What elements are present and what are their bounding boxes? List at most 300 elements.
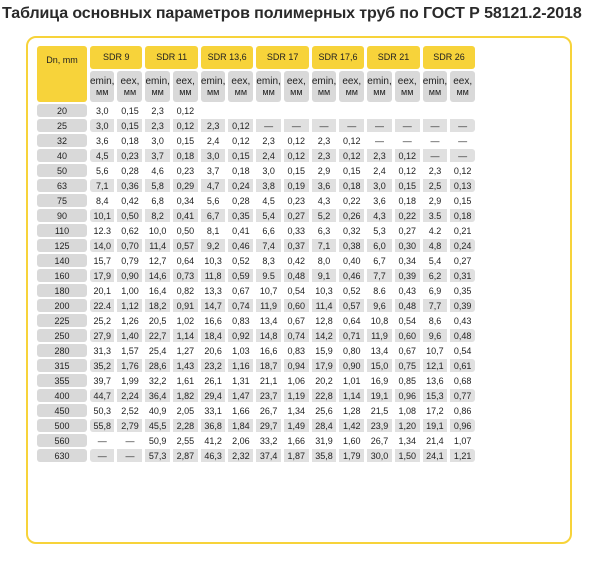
value-cell: 0,18 bbox=[398, 195, 416, 206]
value-cell: 2,05 bbox=[176, 405, 195, 416]
value-cell: 13,4 bbox=[370, 345, 389, 356]
value-cell: 0,30 bbox=[395, 239, 420, 252]
dn-cell: 280 bbox=[37, 344, 87, 357]
value-cell: — bbox=[458, 135, 468, 146]
value-cell: 0,74 bbox=[284, 329, 309, 342]
value-cell: 0,12 bbox=[228, 119, 253, 132]
table-row bbox=[37, 239, 475, 252]
unit-label: мм bbox=[317, 86, 331, 97]
value-cell: 0,48 bbox=[395, 299, 420, 312]
header-emin bbox=[256, 71, 280, 102]
value-cell: 10,8 bbox=[370, 315, 389, 326]
value-cell: 1,26 bbox=[121, 315, 139, 326]
dn-cell: 355 bbox=[37, 374, 87, 387]
table-row bbox=[37, 389, 475, 402]
value-cell: 0,39 bbox=[395, 269, 420, 282]
value-cell: 5,8 bbox=[145, 179, 169, 192]
value-cell: 8,3 bbox=[262, 255, 275, 266]
value-cell: 0,60 bbox=[284, 299, 309, 312]
value-cell: 0,94 bbox=[284, 359, 309, 372]
dn-cell: 160 bbox=[37, 269, 87, 282]
value-cell: 0,28 bbox=[232, 195, 250, 206]
unit-label: мм bbox=[428, 86, 442, 97]
value-cell: 10,1 bbox=[90, 209, 114, 222]
value-cell: 5,6 bbox=[95, 165, 109, 176]
value-cell: — bbox=[367, 119, 391, 132]
value-cell: 19,1 bbox=[367, 389, 391, 402]
eex-label: eex, bbox=[120, 75, 140, 87]
value-cell: 13,4 bbox=[259, 315, 278, 326]
value-cell: — bbox=[256, 119, 280, 132]
value-cell: 5,3 bbox=[373, 225, 386, 236]
value-cell: 3,0 bbox=[262, 165, 275, 176]
value-cell: 2,24 bbox=[117, 389, 142, 402]
value-cell: 0,29 bbox=[173, 179, 198, 192]
value-cell: 10,7 bbox=[426, 345, 444, 356]
value-cell: 0,46 bbox=[228, 239, 253, 252]
value-cell: 7,7 bbox=[423, 299, 447, 312]
value-cell: 1,82 bbox=[173, 389, 198, 402]
value-cell: 1,40 bbox=[117, 329, 142, 342]
value-cell: 8,4 bbox=[95, 195, 109, 206]
value-cell: 11,8 bbox=[201, 269, 225, 282]
value-cell: 0,23 bbox=[287, 195, 306, 206]
value-cell: 21,5 bbox=[370, 405, 389, 416]
value-cell: 13,6 bbox=[426, 375, 444, 386]
value-cell: 1,14 bbox=[339, 389, 364, 402]
value-cell: 0,15 bbox=[453, 195, 472, 206]
value-cell: 0,43 bbox=[398, 285, 416, 296]
value-cell: 0,15 bbox=[343, 165, 361, 176]
value-cell: 1,76 bbox=[117, 359, 142, 372]
value-cell: 12,8 bbox=[315, 315, 333, 326]
header-sdr-17: SDR 17 bbox=[256, 46, 308, 69]
value-cell: 3,0 bbox=[151, 135, 164, 146]
value-cell: 2,32 bbox=[228, 449, 253, 462]
value-cell: 0,64 bbox=[343, 315, 361, 326]
value-cell: 0,50 bbox=[117, 209, 142, 222]
value-cell: 2,06 bbox=[232, 435, 250, 446]
value-cell: 6,7 bbox=[201, 209, 225, 222]
value-cell: 0,15 bbox=[121, 105, 139, 116]
header-eex bbox=[395, 71, 420, 102]
value-cell: 1,43 bbox=[173, 359, 198, 372]
value-cell: 17,9 bbox=[90, 269, 114, 282]
header-eex bbox=[173, 71, 198, 102]
value-cell bbox=[201, 104, 225, 117]
value-cell: 46,3 bbox=[201, 449, 225, 462]
value-cell: 2,4 bbox=[256, 149, 280, 162]
value-cell: 1,19 bbox=[284, 389, 309, 402]
table-row bbox=[37, 344, 475, 357]
value-cell: 0,15 bbox=[228, 149, 253, 162]
value-cell: 9,1 bbox=[312, 269, 336, 282]
value-cell: 31,3 bbox=[93, 345, 111, 356]
table-row bbox=[37, 269, 475, 282]
value-cell: 4.2 bbox=[428, 225, 442, 236]
header-sdr-11: SDR 11 bbox=[145, 46, 197, 69]
value-cell: 15,0 bbox=[367, 359, 391, 372]
value-cell: 0,34 bbox=[176, 195, 195, 206]
value-cell bbox=[312, 104, 336, 117]
value-cell: 12,7 bbox=[148, 255, 167, 266]
value-cell: 12.3 bbox=[93, 225, 111, 236]
value-cell: 14,7 bbox=[201, 299, 225, 312]
unit-label: мм bbox=[96, 86, 109, 97]
table-row bbox=[37, 149, 475, 162]
value-cell: 2,79 bbox=[117, 419, 142, 432]
value-cell: 20,6 bbox=[204, 345, 222, 356]
value-cell: 0,12 bbox=[176, 105, 195, 116]
unit-label: мм bbox=[262, 86, 275, 97]
value-cell: 4,7 bbox=[201, 179, 225, 192]
unit-label: мм bbox=[345, 86, 358, 97]
value-cell: 0,13 bbox=[450, 179, 475, 192]
value-cell: — bbox=[402, 135, 412, 146]
value-cell: 50,3 bbox=[93, 405, 111, 416]
dn-cell: 110 bbox=[37, 224, 87, 237]
value-cell: 0,12 bbox=[453, 165, 472, 176]
value-cell: 0,40 bbox=[343, 255, 361, 266]
value-cell: 16,4 bbox=[148, 285, 167, 296]
table-row bbox=[37, 374, 475, 387]
value-cell: 2,3 bbox=[201, 119, 225, 132]
dn-cell: 560 bbox=[37, 434, 87, 447]
value-cell: 3.5 bbox=[423, 209, 447, 222]
header-emin bbox=[312, 71, 336, 102]
value-cell: 16,6 bbox=[259, 345, 278, 356]
value-cell: 0,15 bbox=[176, 135, 195, 146]
value-cell: — bbox=[312, 119, 336, 132]
value-cell: 8.6 bbox=[373, 285, 386, 296]
value-cell: 5,6 bbox=[206, 195, 220, 206]
value-cell: 0,23 bbox=[176, 165, 195, 176]
value-cell: 2,3 bbox=[428, 165, 442, 176]
header-emin bbox=[145, 71, 169, 102]
dn-cell: 450 bbox=[37, 404, 87, 417]
dn-cell: 20 bbox=[37, 104, 87, 117]
value-cell: 7,4 bbox=[256, 239, 280, 252]
table-row bbox=[37, 194, 475, 207]
header-eex bbox=[284, 71, 309, 102]
value-cell: 0,15 bbox=[287, 165, 306, 176]
emin-label: emin, bbox=[90, 75, 115, 87]
value-cell: 14,6 bbox=[145, 269, 169, 282]
value-cell: 28,4 bbox=[312, 419, 336, 432]
value-cell: 3,7 bbox=[145, 149, 169, 162]
value-cell: 0,35 bbox=[453, 285, 472, 296]
dn-cell: 180 bbox=[37, 284, 87, 297]
value-cell: 45,5 bbox=[145, 419, 169, 432]
value-cell: 9.5 bbox=[256, 269, 280, 282]
value-cell: 15,3 bbox=[423, 389, 447, 402]
value-cell: 0,21 bbox=[453, 225, 472, 236]
header-sdr-9: SDR 9 bbox=[90, 46, 142, 69]
value-cell: 3,0 bbox=[367, 179, 391, 192]
value-cell: 31,9 bbox=[315, 435, 333, 446]
eex-label: eex, bbox=[397, 75, 417, 87]
value-cell: 3,0 bbox=[201, 149, 225, 162]
value-cell: 25,2 bbox=[93, 315, 111, 326]
value-cell: — bbox=[430, 135, 440, 146]
value-cell: 1,02 bbox=[176, 315, 195, 326]
value-cell: 0,38 bbox=[339, 239, 364, 252]
value-cell: 0,86 bbox=[453, 405, 472, 416]
value-cell: 5,4 bbox=[256, 209, 280, 222]
value-cell: 4,3 bbox=[367, 209, 391, 222]
value-cell: 0,41 bbox=[232, 225, 250, 236]
value-cell: 11,9 bbox=[256, 299, 280, 312]
value-cell: 21,1 bbox=[259, 375, 278, 386]
value-cell: 33,1 bbox=[204, 405, 222, 416]
value-cell: 1,01 bbox=[343, 375, 361, 386]
value-cell: 19,1 bbox=[423, 419, 447, 432]
value-cell: 0,18 bbox=[450, 209, 475, 222]
emin-label: emin, bbox=[200, 75, 226, 87]
value-cell: 35,2 bbox=[90, 359, 114, 372]
value-cell: 1,84 bbox=[228, 419, 253, 432]
value-cell: 2,3 bbox=[145, 119, 169, 132]
value-cell: 0,18 bbox=[339, 179, 364, 192]
dn-cell: 50 bbox=[37, 164, 87, 177]
value-cell: 0,67 bbox=[398, 345, 416, 356]
value-cell: 36,8 bbox=[201, 419, 225, 432]
value-cell: 4,6 bbox=[151, 165, 164, 176]
dn-cell: 500 bbox=[37, 419, 87, 432]
value-cell: 0,83 bbox=[232, 315, 250, 326]
value-cell: 1,34 bbox=[287, 405, 306, 416]
header-sdr-21: SDR 21 bbox=[367, 46, 419, 69]
value-cell: 0,42 bbox=[287, 255, 306, 266]
value-cell: 7,1 bbox=[312, 239, 336, 252]
table-row bbox=[37, 419, 475, 432]
dn-cell: 225 bbox=[37, 314, 87, 327]
value-cell: 27,9 bbox=[90, 329, 114, 342]
value-cell: 6,6 bbox=[262, 225, 275, 236]
value-cell: 3,6 bbox=[95, 135, 109, 146]
value-cell: 15,7 bbox=[93, 255, 111, 266]
value-cell: — bbox=[423, 119, 447, 132]
value-cell: 0,48 bbox=[450, 329, 475, 342]
value-cell: 6,7 bbox=[373, 255, 386, 266]
dn-cell: 250 bbox=[37, 329, 87, 342]
value-cell: 25,6 bbox=[315, 405, 333, 416]
value-cell: 0,68 bbox=[453, 375, 472, 386]
value-cell: 20,5 bbox=[148, 315, 167, 326]
header-emin bbox=[90, 71, 114, 102]
value-cell: 0,67 bbox=[232, 285, 250, 296]
dn-cell: 63 bbox=[37, 179, 87, 192]
value-cell: 30,0 bbox=[367, 449, 391, 462]
value-cell: 0,91 bbox=[173, 299, 198, 312]
dn-cell: 400 bbox=[37, 389, 87, 402]
value-cell: 0,31 bbox=[450, 269, 475, 282]
table-row bbox=[37, 449, 475, 462]
value-cell: 0,90 bbox=[339, 359, 364, 372]
value-cell: — bbox=[423, 149, 447, 162]
value-cell: 0,57 bbox=[339, 299, 364, 312]
header-eex bbox=[228, 71, 253, 102]
page-title: Таблица основных параметров полимерных труб по ГОСТ Р 58121.2-2018 bbox=[2, 5, 582, 22]
value-cell: 8,2 bbox=[145, 209, 169, 222]
value-cell: 1,27 bbox=[176, 345, 195, 356]
unit-label: мм bbox=[373, 86, 386, 97]
value-cell: 16,6 bbox=[204, 315, 222, 326]
value-cell: 0,15 bbox=[117, 119, 142, 132]
value-cell: 39,7 bbox=[93, 375, 111, 386]
value-cell: 0,18 bbox=[121, 135, 139, 146]
value-cell: — bbox=[90, 449, 114, 462]
value-cell: 11,9 bbox=[367, 329, 391, 342]
value-cell: 2,5 bbox=[423, 179, 447, 192]
emin-label: emin, bbox=[256, 75, 281, 87]
value-cell: 14,0 bbox=[90, 239, 114, 252]
value-cell bbox=[284, 104, 309, 117]
value-cell: 0,36 bbox=[117, 179, 142, 192]
value-cell: 1,03 bbox=[232, 345, 250, 356]
value-cell: 23,7 bbox=[256, 389, 280, 402]
unit-label: мм bbox=[234, 86, 248, 97]
table-row bbox=[37, 134, 475, 147]
value-cell: 0,75 bbox=[395, 359, 420, 372]
value-cell: 28,6 bbox=[145, 359, 169, 372]
emin-label: emin, bbox=[311, 75, 337, 87]
table-row bbox=[37, 299, 475, 312]
header-emin bbox=[201, 71, 225, 102]
dn-cell: 125 bbox=[37, 239, 87, 252]
value-cell: 0,67 bbox=[287, 315, 306, 326]
dn-cell: 200 bbox=[37, 299, 87, 312]
value-cell: 55,8 bbox=[90, 419, 114, 432]
value-cell: 1,06 bbox=[287, 375, 306, 386]
value-cell: 2,4 bbox=[206, 135, 220, 146]
value-cell: 1,99 bbox=[121, 375, 139, 386]
value-cell: 0,48 bbox=[284, 269, 309, 282]
value-cell: 13,3 bbox=[204, 285, 222, 296]
value-cell: 1,34 bbox=[398, 435, 416, 446]
parameters-table bbox=[34, 44, 478, 464]
value-cell: 0,57 bbox=[173, 239, 198, 252]
dn-cell: 140 bbox=[37, 254, 87, 267]
value-cell: 4,5 bbox=[262, 195, 275, 206]
value-cell: 1,61 bbox=[176, 375, 195, 386]
table-row bbox=[37, 164, 475, 177]
value-cell: 0,26 bbox=[339, 209, 364, 222]
value-cell: 1,66 bbox=[287, 435, 306, 446]
value-cell: 0,77 bbox=[450, 389, 475, 402]
value-cell: 11,4 bbox=[312, 299, 336, 312]
value-cell bbox=[367, 104, 391, 117]
value-cell: 1,12 bbox=[117, 299, 142, 312]
header-eex bbox=[339, 71, 364, 102]
value-cell: 10,0 bbox=[148, 225, 167, 236]
table-row bbox=[37, 119, 475, 132]
value-cell: 14,8 bbox=[256, 329, 280, 342]
value-cell: 3,0 bbox=[95, 105, 109, 116]
value-cell: 0,12 bbox=[398, 165, 416, 176]
value-cell: 2,28 bbox=[173, 419, 198, 432]
value-cell: 0,22 bbox=[343, 195, 361, 206]
value-cell: 2,3 bbox=[312, 149, 336, 162]
value-cell: 0,19 bbox=[284, 179, 309, 192]
value-cell: 0,96 bbox=[450, 419, 475, 432]
value-cell: 0,27 bbox=[398, 225, 416, 236]
header-sdr-17-6: SDR 17,6 bbox=[312, 46, 364, 69]
value-cell: 6,0 bbox=[367, 239, 391, 252]
header-sdr-26: SDR 26 bbox=[423, 46, 475, 69]
value-cell: 6,9 bbox=[428, 285, 442, 296]
value-cell: 4,8 bbox=[423, 239, 447, 252]
value-cell: 2,3 bbox=[151, 105, 164, 116]
value-cell: 9,6 bbox=[367, 299, 391, 312]
value-cell: 57,3 bbox=[145, 449, 169, 462]
value-cell: 0,52 bbox=[232, 255, 250, 266]
value-cell: 1,47 bbox=[228, 389, 253, 402]
dn-cell: 75 bbox=[37, 194, 87, 207]
value-cell: 0,18 bbox=[232, 165, 250, 176]
emin-label: emin, bbox=[422, 75, 448, 87]
value-cell: 0,70 bbox=[117, 239, 142, 252]
value-cell: 8,6 bbox=[428, 315, 442, 326]
value-cell: 0,50 bbox=[176, 225, 195, 236]
value-cell: 50,9 bbox=[148, 435, 167, 446]
value-cell: 2,9 bbox=[428, 195, 442, 206]
value-cell: 22.4 bbox=[90, 299, 114, 312]
value-cell: 0,24 bbox=[228, 179, 253, 192]
emin-label: emin, bbox=[145, 75, 170, 87]
eex-label: eex, bbox=[286, 75, 306, 87]
value-cell: 14,2 bbox=[312, 329, 336, 342]
value-cell: 6,3 bbox=[317, 225, 331, 236]
value-cell: 0,79 bbox=[121, 255, 139, 266]
value-cell: 29,7 bbox=[256, 419, 280, 432]
value-cell: 6,2 bbox=[423, 269, 447, 282]
value-cell: 40,9 bbox=[148, 405, 167, 416]
value-cell bbox=[395, 104, 420, 117]
value-cell: 1,31 bbox=[232, 375, 250, 386]
value-cell: 1,49 bbox=[284, 419, 309, 432]
value-cell: 0,12 bbox=[232, 135, 250, 146]
value-cell: 5,2 bbox=[312, 209, 336, 222]
value-cell: — bbox=[284, 119, 309, 132]
value-cell: 29,4 bbox=[201, 389, 225, 402]
value-cell bbox=[423, 104, 447, 117]
unit-label: мм bbox=[179, 86, 192, 97]
value-cell: 3,0 bbox=[90, 119, 114, 132]
eex-label: eex, bbox=[175, 75, 195, 87]
value-cell: 0,32 bbox=[343, 225, 361, 236]
unit-label: мм bbox=[456, 86, 469, 97]
emin-label: emin, bbox=[367, 75, 392, 87]
table-row bbox=[37, 179, 475, 192]
unit-label: мм bbox=[401, 86, 414, 97]
value-cell: 17,2 bbox=[426, 405, 444, 416]
value-cell: 0,27 bbox=[453, 255, 472, 266]
value-cell: 1,79 bbox=[339, 449, 364, 462]
value-cell: 2,3 bbox=[317, 135, 331, 146]
value-cell: 0,28 bbox=[121, 165, 139, 176]
value-cell: 8,0 bbox=[317, 255, 331, 266]
value-cell: 1,57 bbox=[121, 345, 139, 356]
unit-label: мм bbox=[290, 86, 303, 97]
value-cell: 0,27 bbox=[284, 209, 309, 222]
value-cell: 2,4 bbox=[373, 165, 386, 176]
dn-cell: 25 bbox=[37, 119, 87, 132]
value-cell: 36,4 bbox=[145, 389, 169, 402]
value-cell: 0,83 bbox=[287, 345, 306, 356]
value-cell: 3,8 bbox=[256, 179, 280, 192]
value-cell: 0,64 bbox=[176, 255, 195, 266]
